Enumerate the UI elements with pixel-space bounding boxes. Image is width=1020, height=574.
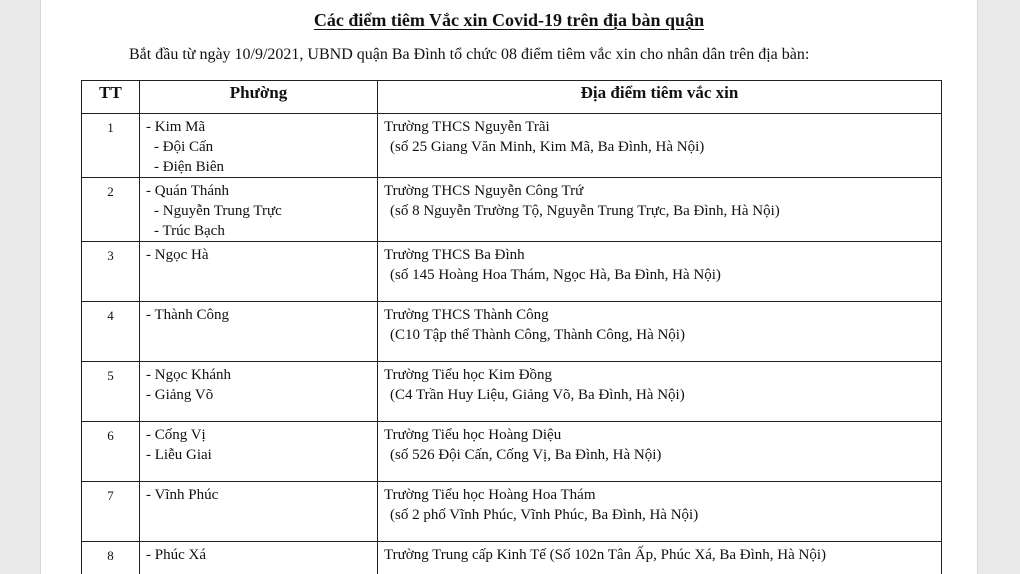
school-address: (số 25 Giang Văn Minh, Kim Mã, Ba Đình, Hà Nội) [390,139,705,155]
school-name: Trường Tiểu học Kim Đồng [384,367,553,383]
ward-cell [140,302,378,362]
ward-name: - Quán Thánh [146,183,230,199]
ward-cell [140,114,378,178]
ward-name: - Liễu Giai [146,447,212,463]
school-address: (C4 Trần Huy Liệu, Giảng Võ, Ba Đình, Hà Nội) [390,387,685,403]
row-number: 2 [82,178,140,242]
location-cell [378,482,942,542]
ward-name: - Ngọc Khánh [146,367,231,383]
header-location: Địa điểm tiêm vắc xin [378,81,942,114]
header-tt: TT [82,81,140,114]
ward-cell [140,242,378,302]
ward-cell [140,482,378,542]
location-cell [378,242,942,302]
ward-name: - Điện Biên [154,159,224,175]
row-number: 5 [82,362,140,422]
ward-cell [140,542,378,574]
ward-cell [140,422,378,482]
table-row [82,362,942,422]
table-row [82,422,942,482]
table-row [82,542,942,574]
ward-name: - Cống Vị [146,427,206,443]
ward-name: - Vĩnh Phúc [146,487,219,503]
row-number: 7 [82,482,140,542]
school-address: (số 526 Đội Cấn, Cống Vị, Ba Đình, Hà Nội) [390,447,662,463]
school-address: (số 2 phố Vĩnh Phúc, Vĩnh Phúc, Ba Đình, Hà Nội) [390,507,699,523]
location-cell [378,178,942,242]
location-cell [378,422,942,482]
table-row [82,178,942,242]
vaccination-sites-table [81,80,942,574]
location-cell [378,114,942,178]
table-header-row [82,81,942,114]
row-number: 8 [82,542,140,574]
school-name: Trường THCS Ba Đình [384,247,525,263]
ward-name: - Đội Cấn [154,139,214,155]
location-cell [378,542,942,574]
table-row [82,482,942,542]
ward-name: - Kim Mã [146,119,206,135]
document-page [40,0,978,574]
table-row [82,302,942,362]
school-name: Trường Tiểu học Hoàng Hoa Thám [384,487,596,503]
location-cell [378,362,942,422]
school-name: Trường Tiểu học Hoàng Diệu [384,427,562,443]
ward-name: - Giảng Võ [146,387,214,403]
school-address: (số 8 Nguyễn Trường Tộ, Nguyễn Trung Trực, Ba Đình, Hà Nội) [390,203,780,219]
school-name: Trường THCS Thành Công [384,307,549,323]
school-address: (C10 Tập thể Thành Công, Thành Công, Hà Nội) [390,327,685,343]
ward-name: - Ngọc Hà [146,247,209,263]
row-number: 3 [82,242,140,302]
school-address: (số 145 Hoàng Hoa Thám, Ngọc Hà, Ba Đình, Hà Nội) [390,267,721,283]
table-row [82,242,942,302]
ward-name: - Phúc Xá [146,547,206,563]
ward-cell [140,178,378,242]
school-name: Trường THCS Nguyễn Trãi [384,119,550,135]
ward-name: - Nguyễn Trung Trực [154,203,282,219]
school-name: Trường THCS Nguyễn Công Trứ [384,183,584,199]
row-number: 6 [82,422,140,482]
document-title: Các điểm tiêm Vắc xin Covid-19 trên địa bàn quận [313,10,705,30]
row-number: 4 [82,302,140,362]
table-row [82,114,942,178]
location-cell [378,302,942,362]
school-name: Trường Trung cấp Kinh Tế (Số 102n Tân Ấp, Phúc Xá, Ba Đình, Hà Nội) [384,547,827,563]
row-number: 1 [82,114,140,178]
intro-paragraph: Bắt đầu từ ngày 10/9/2021, UBND quận Ba Đình tổ chức 08 điểm tiêm vắc xin cho nhân dân trên địa bàn: [129,46,810,63]
ward-name: - Trúc Bạch [154,223,225,239]
header-ward: Phường [140,81,378,114]
ward-name: - Thành Công [146,307,230,323]
ward-cell [140,362,378,422]
